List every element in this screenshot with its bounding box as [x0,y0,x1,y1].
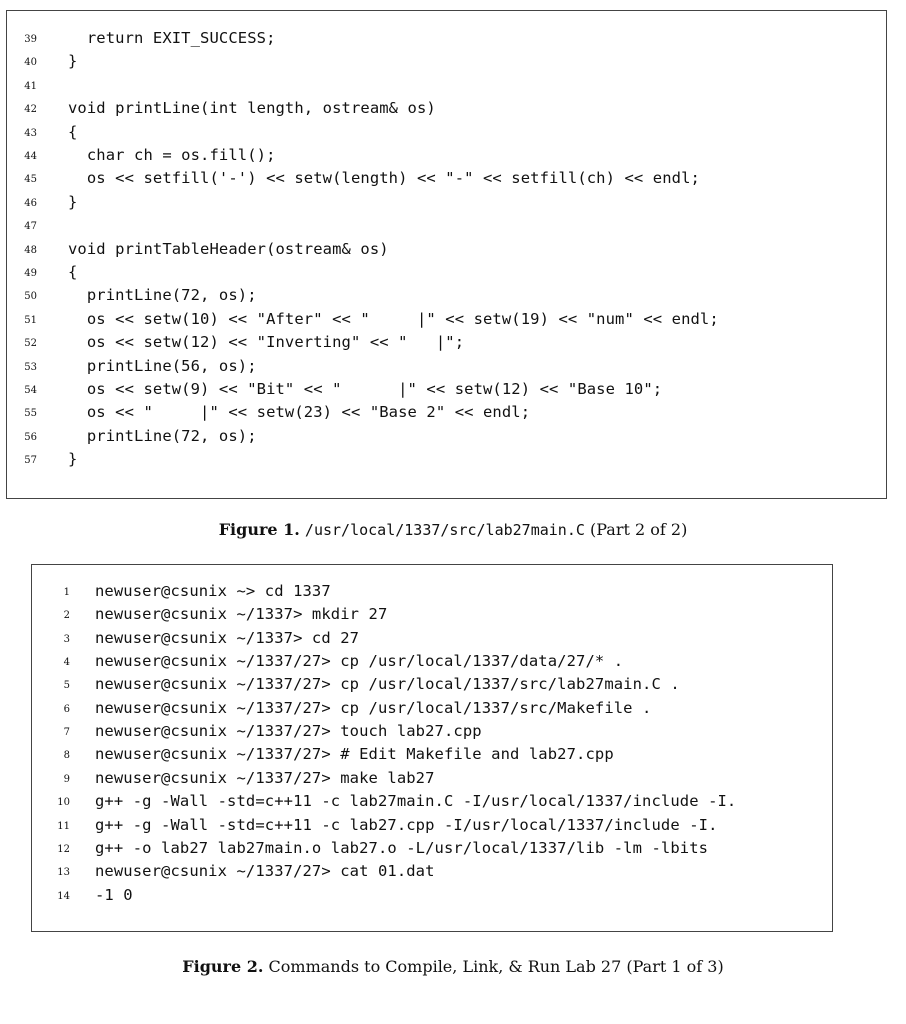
line-number: 44 [24,151,37,162]
figure-1-path: /usr/local/1337/src/lab27main.C [304,521,585,539]
line-text: void printLine(int length, ostream& os) [68,99,436,118]
line-number: 41 [24,80,37,92]
line-text: os << setw(12) << "Inverting" << " |"; [68,333,465,352]
line-number: 40 [24,57,37,69]
line-number: 10 [57,797,70,809]
line-number: 6 [63,703,70,715]
figure-2-caption [0,957,906,976]
line-text: { [68,263,78,281]
line-number: 49 [24,268,37,279]
line-number: 55 [24,408,37,420]
line-text: } [68,52,78,71]
line-text: os << setw(10) << "After" << " |" << setw(19) << "num" << endl; [68,309,719,328]
line-number: 43 [24,127,37,139]
line-text: printLine(72, os); [68,286,257,305]
line-text: printLine(72, os); [68,426,257,445]
line-number: 3 [63,633,70,645]
line-number: 9 [63,773,70,785]
line-text: newuser@csunix ~> cd 1337 [95,582,331,600]
line-number: 56 [24,431,37,443]
line-text: g++ -g -Wall -std=c++11 -c lab27main.C -I/usr/local/1337/include -I. [95,792,737,811]
line-text: -1 0 [95,885,133,904]
line-text: newuser@csunix ~/1337/27> cp /usr/local/1337/src/lab27main.C . [95,675,680,694]
line-number: 50 [24,291,37,303]
line-number: 12 [57,843,70,855]
line-number: 47 [24,221,37,233]
line-text: g++ -g -Wall -std=c++11 -c lab27.cpp -I/usr/local/1337/include -I. [95,815,718,834]
line-number: 57 [24,455,37,467]
figure-2-label: Figure 2. [182,957,264,976]
line-text: newuser@csunix ~/1337> mkdir 27 [95,605,388,624]
line-text: newuser@csunix ~/1337/27> cp /usr/local/1337/src/Makefile . [95,698,652,717]
line-number: 46 [24,197,37,209]
line-text: return EXIT_SUCCESS; [68,29,276,47]
figure-2-text: Commands to Compile, Link, & Run Lab 27 (Part 1 of 3) [268,957,724,976]
figure-1-label: Figure 1. [218,520,300,539]
figure-1-suffix: (Part 2 of 2) [589,520,688,539]
line-number: 13 [57,867,70,879]
line-number: 5 [63,680,70,692]
line-number: 51 [24,314,37,326]
line-number: 45 [24,174,37,186]
line-number: 14 [57,890,70,902]
line-number: 8 [63,750,70,762]
line-number: 4 [63,657,70,669]
line-text: char ch = os.fill(); [68,146,276,164]
line-number: 7 [63,727,70,739]
line-number: 2 [63,610,70,622]
line-text: { [68,122,78,141]
line-number: 48 [24,244,37,256]
line-text: newuser@csunix ~/1337/27> cat 01.dat [95,862,435,881]
line-text: newuser@csunix ~/1337/27> # Edit Makefile and lab27.cpp [95,745,614,764]
line-number: 1 [63,587,70,598]
line-text: } [68,192,78,211]
line-number: 39 [24,34,37,45]
line-text: newuser@csunix ~/1337/27> cp /usr/local/1337/data/27/* . [95,652,624,671]
line-number: 11 [57,820,70,832]
line-text: os << " |" << setw(23) << "Base 2" << endl; [68,403,531,422]
line-text: } [68,450,78,469]
line-number: 52 [24,338,37,350]
figure-1-caption [0,520,906,539]
line-number: 42 [24,104,37,116]
line-text: void printTableHeader(ostream& os) [68,239,389,258]
line-text: newuser@csunix ~/1337/27> touch lab27.cpp [95,722,482,741]
line-text: printLine(56, os); [68,356,257,375]
code-listing-figure-1 [6,10,887,499]
line-number: 54 [24,385,37,396]
line-text: os << setfill('-') << setw(length) << "-" << setfill(ch) << endl; [68,169,700,188]
line-number: 53 [24,361,37,373]
terminal-listing-figure-2 [31,564,833,932]
line-text: g++ -o lab27 lab27main.o lab27.o -L/usr/local/1337/lib -lm -lbits [95,838,709,857]
line-text: newuser@csunix ~/1337/27> make lab27 [95,768,435,787]
line-text: os << setw(9) << "Bit" << " |" << setw(12) << "Base 10"; [68,380,663,398]
line-text: newuser@csunix ~/1337> cd 27 [95,628,360,647]
